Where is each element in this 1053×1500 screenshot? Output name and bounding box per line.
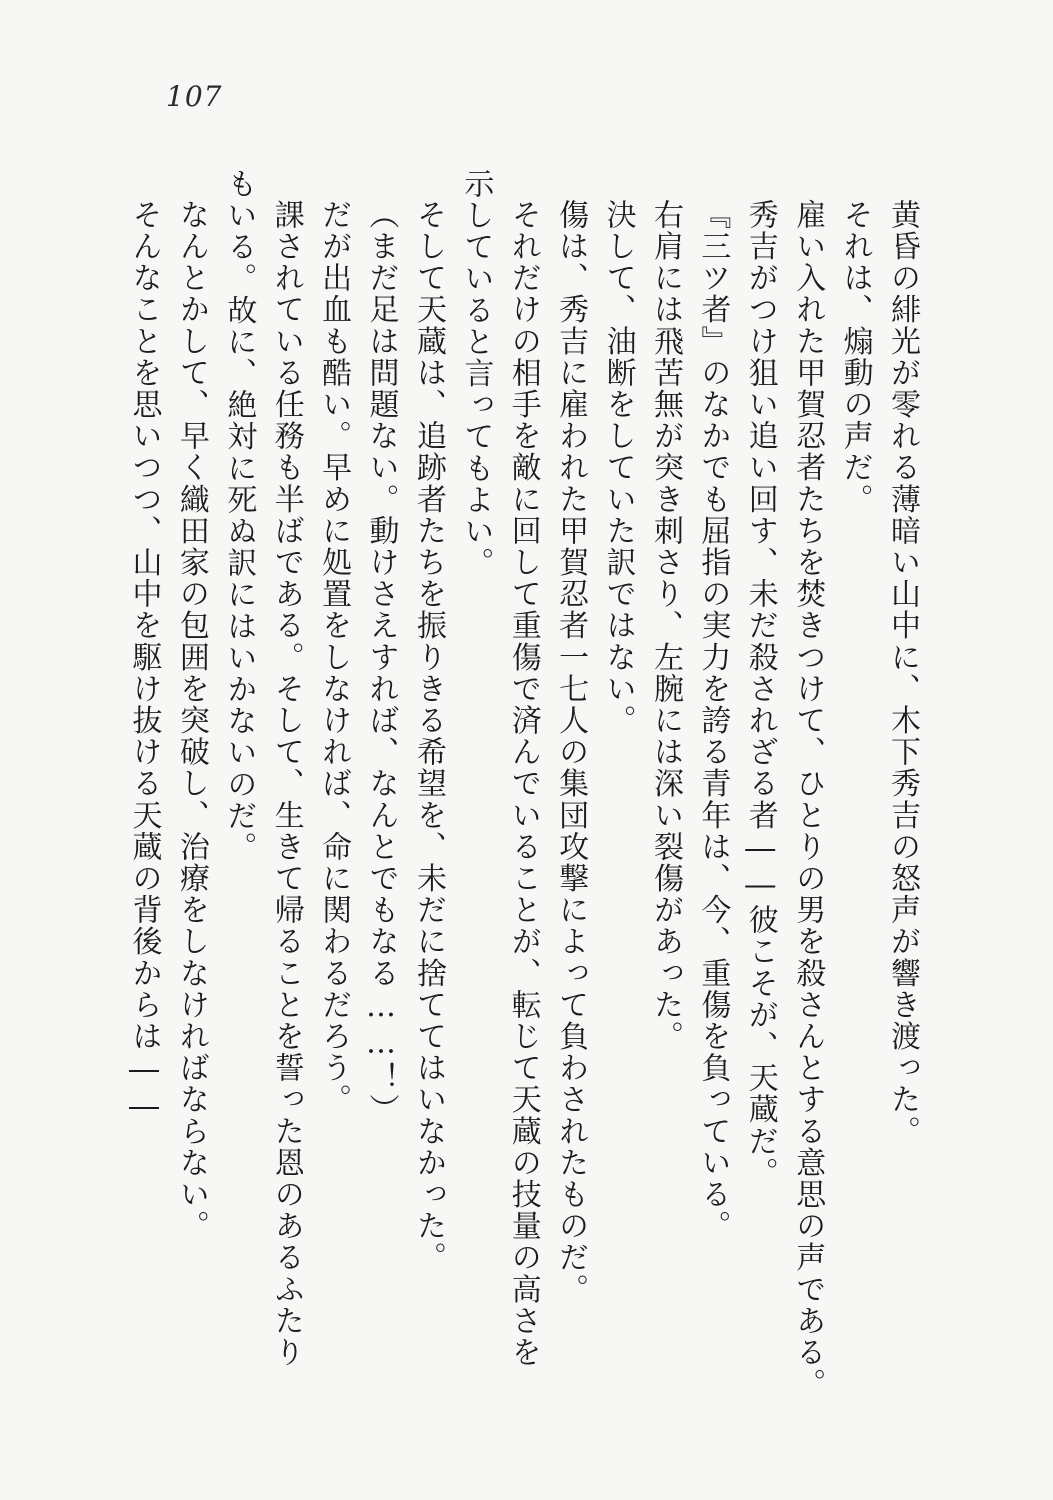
- text-line-07: 決して、油断をしていた訳ではない。: [600, 199, 636, 737]
- text-line-17: そんなことを思いつつ、山中を駆け抜ける天蔵の背後からは――: [126, 199, 162, 1126]
- text-line-15: もいる。故に、絶対に死ぬ訳にはいかないのだ。: [221, 168, 257, 864]
- text-line-16: なんとかして、早く織田家の包囲を突破し、治療をしなければならない。: [173, 199, 209, 1242]
- text-line-12: （まだ足は問題ない。動けさえすれば、なんとでもなる……！）: [363, 199, 399, 1126]
- text-line-14: 課されている任務も半ばである。そして、生きて帰ることを誓った恩のあるふたり: [268, 199, 304, 1369]
- text-line-10: 示していると言ってもよい。: [458, 168, 494, 579]
- text-line-02: それは、煽動の声だ。: [837, 199, 873, 515]
- text-line-01: 黄昏の緋光が零れる薄暗い山中に、木下秀吉の怒声が響き渡った。: [885, 199, 920, 1147]
- body-text: [120, 168, 926, 1400]
- text-line-11: そして天蔵は、追跡者たちを振りきる希望を、未だに捨ててはいなかった。: [410, 199, 446, 1274]
- text-line-03: 雇い入れた甲賀忍者たちを焚きつけて、ひとりの男を殺さんとする意思の声である。: [790, 199, 826, 1400]
- text-line-04: 秀吉がつけ狙い追い回す、未だ殺されざる者――彼こそが、天蔵だ。: [742, 199, 778, 1189]
- page-number: 107: [166, 80, 223, 113]
- text-line-05: 『三ツ者』のなかでも屈指の実力を誇る青年は、今、重傷を負っている。: [695, 199, 731, 1242]
- text-line-06: 右肩には飛苦無が突き刺さり、左腕には深い裂傷があった。: [647, 199, 683, 1053]
- text-line-09: それだけの相手を敵に回して重傷で済んでいることが、転じて天蔵の技量の高さを: [505, 199, 541, 1369]
- text-line-13: だが出血も酷い。早めに処置をしなければ、命に関わるだろう。: [316, 199, 352, 1116]
- text-line-08: 傷は、秀吉に雇われた甲賀忍者一七人の集団攻撃によって負わされたものだ。: [553, 199, 589, 1305]
